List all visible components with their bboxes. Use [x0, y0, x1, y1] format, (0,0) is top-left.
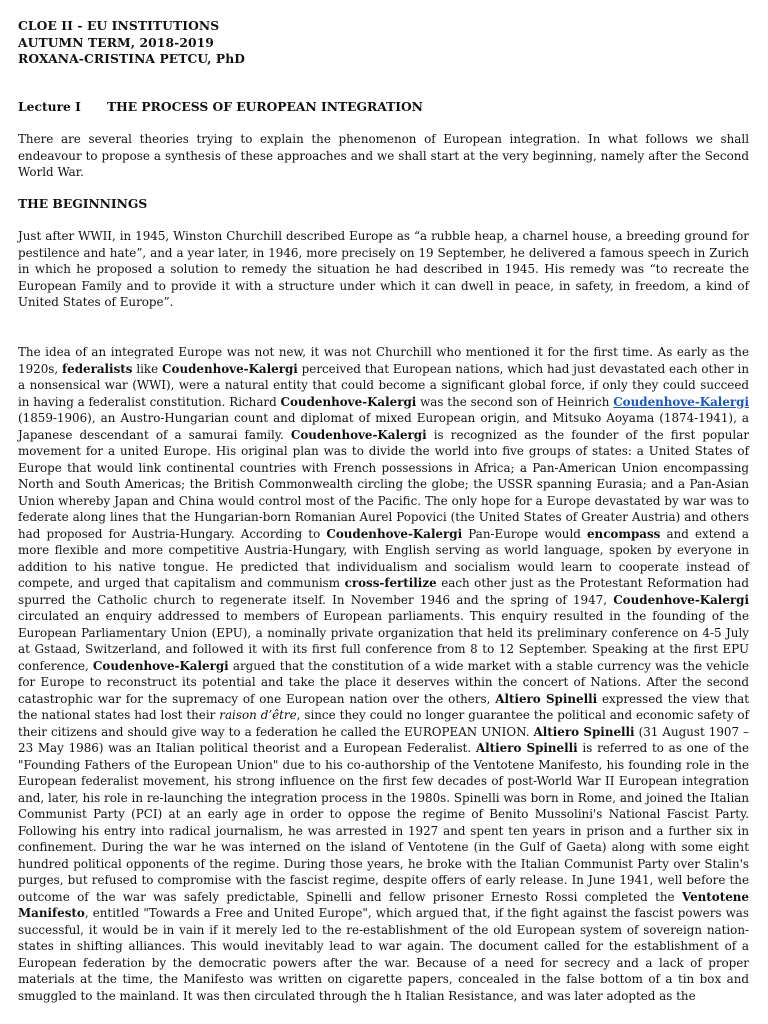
text-run: (31 August 1907 – 23 May 1986) was an Italian political theorist and a European Federalist.	[18, 724, 749, 755]
document-header	[18, 18, 245, 68]
bold-term: encompass	[586, 526, 661, 541]
bold-term: Coudenhove-Kalergi	[326, 526, 463, 541]
main-paragraph	[18, 344, 749, 1004]
course-title: CLOE II - EU INSTITUTIONS	[18, 18, 220, 33]
term-line: AUTUMN TERM, 2018-2019	[18, 34, 214, 50]
text-run: argued that the constitution of a wide market with a stable currency was the vehicle for Europe to reconstruct its potential and take the place it deserves within the concert of Nations. After the second catastrophic war for the supremacy of one European nation over the others,	[18, 658, 749, 706]
author-name: ROXANA-CRISTINA PETCU, PhD	[18, 51, 246, 66]
bold-term: cross-fertilize	[344, 576, 437, 590]
bold-term: Coudenhove-Kalergi	[92, 658, 229, 673]
intro-paragraph: There are several theories trying to explain the phenomenon of European integration. In what follows we shall endeavour to propose a synthesis of these approaches and we shall start at the very beginning, namely after the Second World War.	[18, 132, 749, 179]
bold-term: Coudenhove-Kalergi	[613, 592, 749, 607]
lecture-number: Lecture I	[18, 99, 81, 114]
lecture-heading	[18, 99, 423, 114]
text-run: , since they could no longer guarantee the political and economic safety of their citizens and should give way to a federation he called the EUROPEAN UNION.	[18, 708, 749, 739]
coudenhove-kalergi-link[interactable]: Coudenhove-Kalergi	[613, 394, 749, 409]
text-run: perceived that European nations, which had just devastated each other in a nonsensical war (WWI), were a natural entity that could become a significant global force, if only they could succeed in having a federalist constitution. Richard	[18, 361, 749, 409]
text-run: , entitled "Towards a Free and United Europe", which argued that, if the fight against the fascist powers was successful, it would be in vain if it merely led to the re-establishment of the old European system of sovereign nation-states in shifting alliances. This would inevitably lead to war again. The document called for the establishment of a European federation by the democratic powers after the war. Because of a need for secrecy and a lack of proper materials at the time, the Manifesto was written on cigarette papers, concealed in the false bottom of a tin box and smuggled to the mainland. It was then circulated through the h Italian Resistance, and was later adopted as the	[18, 906, 749, 1003]
bold-term: Coudenhove-Kalergi	[290, 427, 427, 442]
text-run: expressed the view that the national states had lost their	[18, 691, 749, 722]
text-run: like	[132, 361, 163, 376]
bold-term: Altiero Spinelli	[533, 724, 635, 739]
text-run: (1859-1906), an Austro-Hungarian count and diplomat of mixed European origin, and Mitsuko Aoyama (1874-1941), a Japanese descendant of a samurai family.	[18, 411, 749, 442]
bold-term: Coudenhove-Kalergi	[280, 394, 417, 409]
bold-term: federalists	[62, 361, 133, 376]
section-heading: THE BEGINNINGS	[18, 196, 148, 211]
text-run: was the second son of Heinrich	[416, 394, 614, 409]
lecture-title: THE PROCESS OF EUROPEAN INTEGRATION	[107, 99, 423, 114]
bold-term: Altiero Spinelli	[495, 691, 598, 706]
text-run: circulated an enquiry addressed to members of European parliaments. This enquiry resulted in the founding of the European Parliamentary Union (EPU), a nominally private organization that held its preliminary conference on 4-5 July at Gstaad, Switzerland, and followed it with its first full conference from 8 to 12 September. Speaking at the first EPU conference,	[18, 609, 749, 673]
text-run: is referred to as one of the "Founding Fathers of the European Union" due to his co-authorship of the Ventotene Manifesto, his founding role in the European federalist movement, his strong influence on the first few decades of post-World War II European integration and, later, his role in re-launching the integration process in the 1980s. Spinelli was born in Rome, and joined the Italian Communist Party (PCI) at an early age in order to oppose the regime of Benito Mussolini's National Fascist Party. Following his entry into radical journalism, he was arrested in 1927 and spent ten years in prison and a further six in confinement. During the war he was interned on the island of Ventotene (in the Gulf of Gaeta) along with some eight hundred political opponents of the regime. During those years, he broke with the Italian Communist Party over Stalin's purges, but refused to compromise with the fascist regime, despite offers of early release. In June 1941, well before the outcome of the war was safely predictable, Spinelli and fellow prisoner Ernesto Rossi completed the	[18, 741, 749, 904]
italic-term: raison d’être	[219, 708, 297, 722]
text-run: is recognized as the founder of the first popular movement for a united Europe. His original plan was to divide the world into five groups of states: a United States of Europe that would link continental countries with French possessions in Africa; a Pan-American Union encompassing North and South Americas; the British Commonwealth circling the globe; the USSR spanning Eurasia; and a Pan-Asian Union whereby Japan and China would control most of the Pacific. The only hope for a Europe devastated by war was to federate along lines that the Hungarian-born Romanian Aurel Popovici (the United States of Greater Austria) and others had proposed for Austria-Hungary. According to	[18, 427, 749, 541]
bold-term: Altiero Spinelli	[475, 741, 578, 755]
text-run: Pan-Europe would	[462, 526, 587, 541]
text-run: each other just as the Protestant Reformation had spurred the Catholic church to regenerate itself. In November 1946 and the spring of 1947,	[18, 576, 749, 607]
bold-term: Coudenhove-Kalergi	[162, 361, 298, 376]
text-run: The idea of an integrated Europe was not new, it was not Churchill who mentioned it for the first time. As early as the 1920s,	[18, 345, 749, 376]
churchill-paragraph: Just after WWII, in 1945, Winston Churchill described Europe as “a rubble heap, a charnel house, a breeding ground for pestilence and hate”, and a year later, in 1946, more precisely on 19 September, he delivered a famous speech in Zurich in which he proposed a solution to remedy the situation he had described in 1945. His remedy was “to recreate the European Family and to provide it with a structure under which it can dwell in peace, in safety, in freedom, a kind of United States of Europe”.	[18, 229, 749, 309]
text-run: and extend a more flexible and more competitive Austria-Hungary, with English serving as world language, spoken by everyone in addition to his native tongue. He predicted that individualism and socialism would learn to cooperate instead of compete, and urged that capitalism and communism	[18, 526, 749, 590]
bold-term: Ventotene Manifesto	[18, 889, 749, 920]
